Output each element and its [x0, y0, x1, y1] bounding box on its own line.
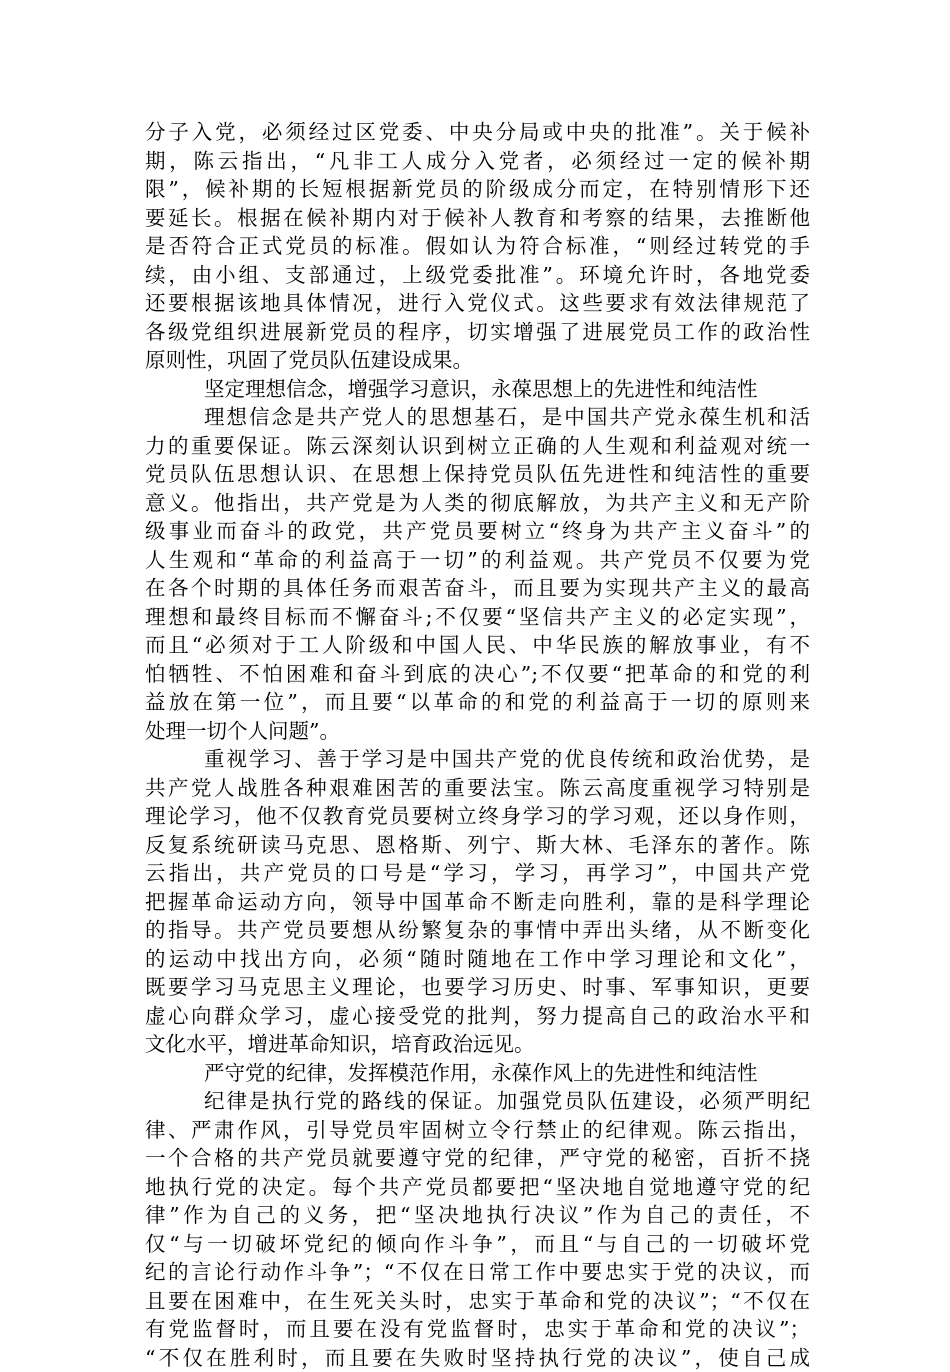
- text-line: 律、严肃作风，引导党员牢固树立令行禁止的纪律观。陈云指出，: [145, 1116, 810, 1145]
- text-line: 而且“必须对于工人阶级和中国人民、中华民族的解放事业，有不: [145, 631, 810, 660]
- text-line: 在各个时期的具体任务而艰苦奋斗，而且要为实现共产主义的最高: [145, 574, 810, 603]
- text-line: 严守党的纪律，发挥模范作用，永葆作风上的先进性和纯洁性: [145, 1059, 810, 1088]
- text-line: 有党监督时，而且要在没有党监督时，忠实于革命和党的决议”；: [145, 1315, 810, 1344]
- text-line: 原则性，巩固了党员队伍建设成果。: [145, 346, 810, 375]
- text-line: 地执行党的决定。每个共产党员都要把“坚决地自觉地遵守党的纪: [145, 1173, 810, 1202]
- text-line: 限”，候补期的长短根据新党员的阶级成分而定，在特别情形下还: [145, 175, 810, 204]
- text-line: 仅“与一切破坏党纪的倾向作斗争”，而且“与自己的一切破坏党: [145, 1230, 810, 1259]
- text-line: 各级党组织进展新党员的程序，切实增强了进展党员工作的政治性: [145, 318, 810, 347]
- text-line: 把握革命运动方向，领导中国革命不断走向胜利，靠的是科学理论: [145, 888, 810, 917]
- text-line: 文化水平，增进革命知识，培育政治远见。: [145, 1030, 810, 1059]
- text-line: 益放在第一位”，而且要“以革命的和党的利益高于一切的原则来: [145, 688, 810, 717]
- text-line: 期，陈云指出，“凡非工人成分入党者，必须经过一定的候补期: [145, 147, 810, 176]
- text-line: 既要学习马克思主义理论，也要学习历史、时事、军事知识，更要: [145, 973, 810, 1002]
- document-body: [145, 118, 810, 1372]
- text-line: 纪的言论行动作斗争”；“不仅在日常工作中要忠实于党的决议，而: [145, 1258, 810, 1287]
- text-line: 反复系统研读马克思、恩格斯、列宁、斯大林、毛泽东的著作。陈: [145, 831, 810, 860]
- text-line: 怕牺牲、不怕困难和奋斗到底的决心”;不仅要“把革命的和党的利: [145, 660, 810, 689]
- text-line: 的运动中找出方向，必须“随时随地在工作中学习理论和文化”，: [145, 945, 810, 974]
- text-line: 力的重要保证。陈云深刻认识到树立正确的人生观和利益观对统一: [145, 432, 810, 461]
- text-line: 虚心向群众学习，虚心接受党的批判，努力提高自己的政治水平和: [145, 1002, 810, 1031]
- text-line: 分子入党，必须经过区党委、中央分局或中央的批准”。关于候补: [145, 118, 810, 147]
- text-line: 人生观和“革命的利益高于一切”的利益观。共产党员不仅要为党: [145, 546, 810, 575]
- text-line: “不仅在胜利时，而且要在失败时坚持执行党的决议”，使自己成: [145, 1344, 810, 1372]
- text-line: 续，由小组、支部通过，上级党委批准”。环境允许时，各地党委: [145, 261, 810, 290]
- text-line: 纪律是执行党的路线的保证。加强党员队伍建设，必须严明纪: [145, 1087, 810, 1116]
- text-line: 级事业而奋斗的政党，共产党员要树立“终身为共产主义奋斗”的: [145, 517, 810, 546]
- text-line: 且要在困难中，在生死关头时，忠实于革命和党的决议”；“不仅在: [145, 1287, 810, 1316]
- text-line: 重视学习、善于学习是中国共产党的优良传统和政治优势，是: [145, 745, 810, 774]
- text-line: 要延长。根据在候补期内对于候补人教育和考察的结果，去推断他: [145, 204, 810, 233]
- text-line: 坚定理想信念，增强学习意识，永葆思想上的先进性和纯洁性: [145, 375, 810, 404]
- text-line: 理想信念是共产党人的思想基石，是中国共产党永葆生机和活: [145, 403, 810, 432]
- text-line: 的指导。共产党员要想从纷繁复杂的事情中弄出头绪，从不断变化: [145, 916, 810, 945]
- text-line: 是否符合正式党员的标准。假如认为符合标准，“则经过转党的手: [145, 232, 810, 261]
- text-line: 党员队伍思想认识、在思想上保持党员队伍先进性和纯洁性的重要: [145, 460, 810, 489]
- text-line: 律”作为自己的义务，把“坚决地执行决议”作为自己的责任，不: [145, 1201, 810, 1230]
- text-line: 云指出，共产党员的口号是“学习，学习，再学习”，中国共产党: [145, 859, 810, 888]
- text-line: 理想和最终目标而不懈奋斗;不仅要“坚信共产主义的必定实现”，: [145, 603, 810, 632]
- text-line: 意义。他指出，共产党是为人类的彻底解放，为共产主义和无产阶: [145, 489, 810, 518]
- text-line: 处理一切个人问题”。: [145, 717, 810, 746]
- text-line: 共产党人战胜各种艰难困苦的重要法宝。陈云高度重视学习特别是: [145, 774, 810, 803]
- text-line: 一个合格的共产党员就要遵守党的纪律，严守党的秘密，百折不挠: [145, 1144, 810, 1173]
- text-line: 理论学习，他不仅教育党员要树立终身学习的学习观，还以身作则，: [145, 802, 810, 831]
- text-line: 还要根据该地具体情况，进行入党仪式。这些要求有效法律规范了: [145, 289, 810, 318]
